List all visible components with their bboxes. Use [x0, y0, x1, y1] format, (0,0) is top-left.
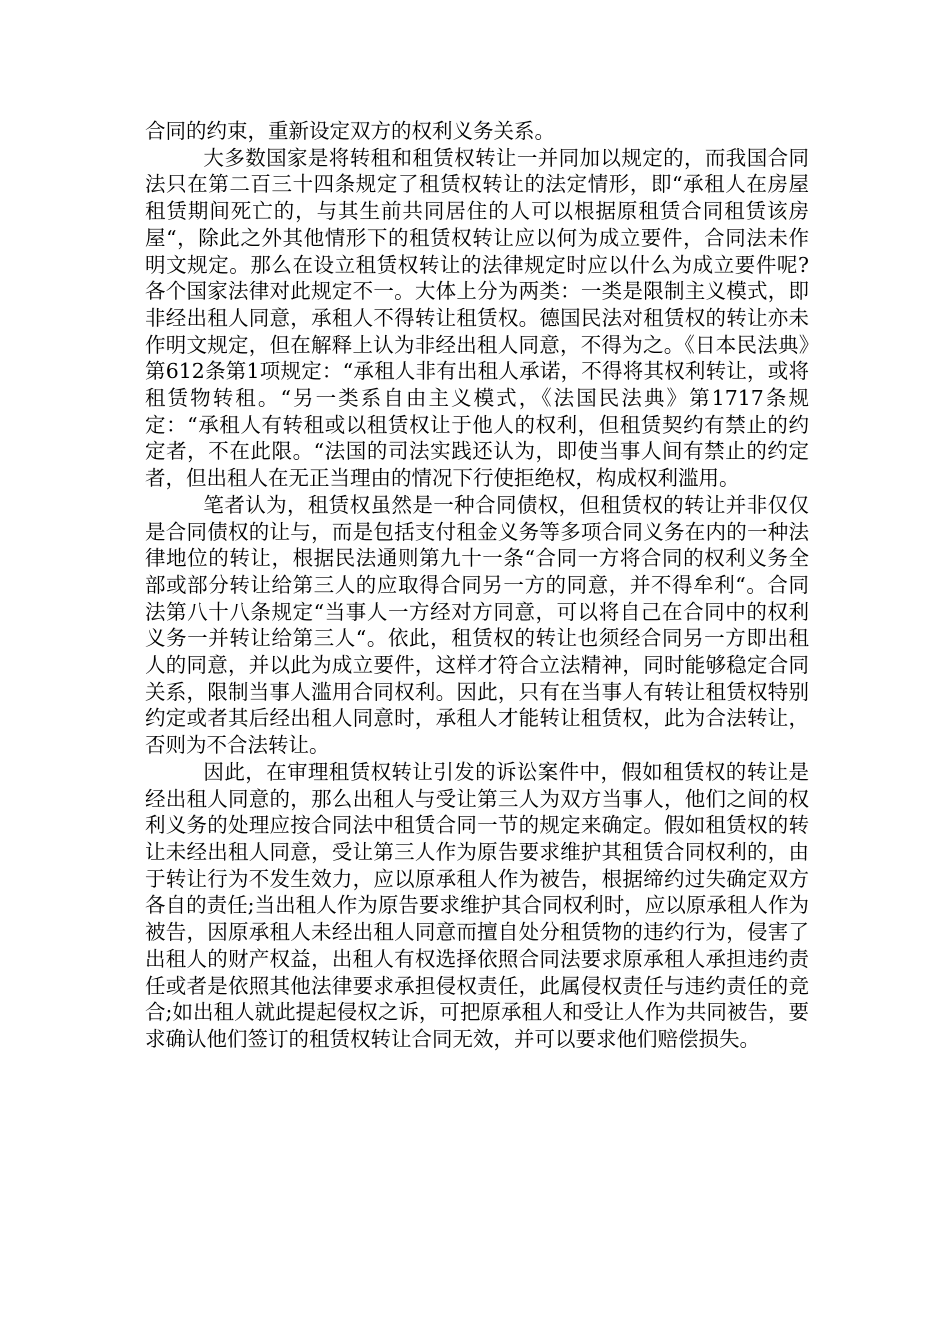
paragraph-4: 因此，在审理租赁权转让引发的诉讼案件中，假如租赁权的转让是经出租人同意的，那么出租人与受让第三人为双方当事人，他们之间的权利义务的处理应按合同法中租赁合同一节的规定来确定。假如租赁权的转让未经出租人同意，受让第三人作为原告要求维护其租赁合同权利的，由于转让行为不发生效力，应以原承租人作为被告，根据缔约过失确定双方各自的责任;当出租人作为原告要求维护其合同权利时，应以原承租人作为被告，因原承租人未经出租人同意而擅自处分租赁物的违约行为，侵害了出租人的财产权益，出租人有权选择依照合同法要求原承租人承担违约责任或者是依照其他法律要求承担侵权责任，此属侵权责任与违约责任的竞合;如出租人就此提起侵权之诉，可把原承租人和受让人作为共同被告，要求确认他们签订的租赁权转让合同无效，并可以要求他们赔偿损失。 [145, 759, 809, 1051]
document-body [145, 118, 809, 1053]
paragraph-1: 合同的约束，重新设定双方的权利义务关系。 [145, 119, 555, 143]
paragraph-2: 大多数国家是将转租和租赁权转让一并同加以规定的，而我国合同法只在第二百三十四条规定了租赁权转让的法定情形，即“承租人在房屋租赁期间死亡的，与其生前共同居住的人可以根据原租赁合同租赁该房屋“，除此之外其他情形下的租赁权转让应以何为成立要件，合同法未作明文规定。那么在设立租赁权转让的法律规定时应以什么为成立要件呢?各个国家法律对此规定不一。大体上分为两类：一类是限制主义模式，即非经出租人同意，承租人不得转让租赁权。德国民法对租赁权的转让亦未作明文规定，但在解释上认为非经出租人同意，不得为之。《日本民法典》第612条第1项规定：“承租人非有出租人承诺，不得将其权利转让，或将租赁物转租。“另一类系自由主义模式，《法国民法典》第1717条规定：“承租人有转租或以租赁权让于他人的权利，但租赁契约有禁止的约定者，不在此限。“法国的司法实践还认为，即使当事人间有禁止的约定者，但出租人在无正当理由的情况下行使拒绝权，构成权利滥用。 [145, 145, 809, 491]
paragraph-3: 笔者认为，租赁权虽然是一种合同债权，但租赁权的转让并非仅仅是合同债权的让与，而是包括支付租金义务等多项合同义务在内的一种法律地位的转让，根据民法通则第九十一条“合同一方将合同的权利义务全部或部分转让给第三人的应取得合同另一方的同意，并不得牟利“。合同法第八十八条规定“当事人一方经对方同意，可以将自己在合同中的权利义务一并转让给第三人“。依此，租赁权的转让也须经合同另一方即出租人的同意，并以此为成立要件，这样才符合立法精神，同时能够稳定合同关系，限制当事人滥用合同权利。因此，只有在当事人有转让租赁权特别约定或者其后经出租人同意时，承租人才能转让租赁权，此为合法转让，否则为不合法转让。 [145, 492, 809, 758]
